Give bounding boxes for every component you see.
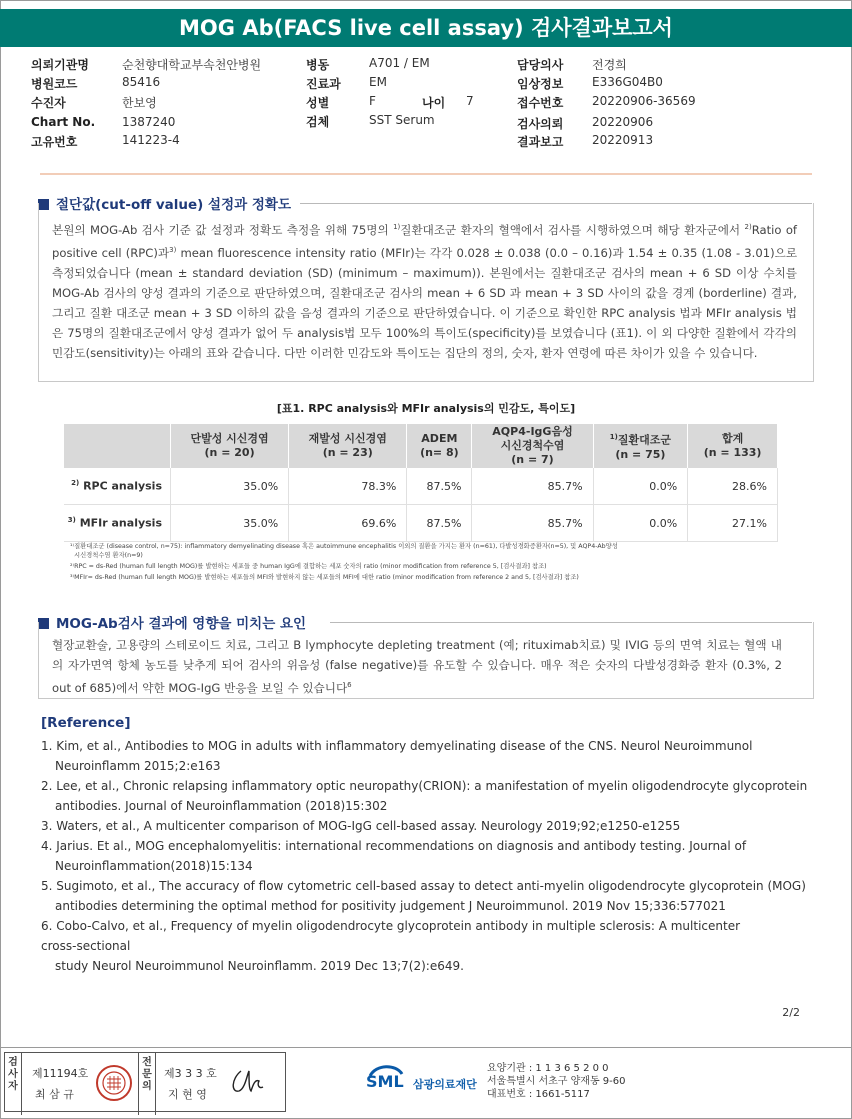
info-label: 진료과: [306, 77, 341, 91]
age-label: 나이: [422, 96, 446, 110]
table-row: [64, 505, 778, 542]
table-footnote: ³⁾MFIr= ds-Red (human full length MOG)를 발현하는 세포들의 MFI와 발현하지 않는 세포들의 MFI에 대한 ratio (minor modification from reference 2 and 5, [검사결과] 참조): [70, 574, 579, 581]
table-cell: 27.1%: [688, 505, 778, 542]
info-value: 20220906: [592, 115, 654, 129]
info-value: 전경희: [592, 58, 627, 72]
signature-box: [4, 1052, 286, 1112]
address-line: 대표번호 : 1661-5117: [487, 1089, 590, 1100]
reference-item: 2. Lee, et al., Chronic relapsing inflammatory optic neuropathy(CRION): a manifestation of myelin oligodendrocyte glycoprotein antibodies. Journal of Neuroinflammation (2018)15:302: [41, 779, 808, 813]
table-cell: 35.0%: [171, 468, 289, 505]
reference-item: 5. Sugimoto, et al., The accuracy of flow cytometric cell-based assay to detect anti-myelin oligodendrocyte glycoprotein (MOG) antibodies determining the optimal method for positivity judgement J Neuroimmunol. 2019 Nov 15;336:577021: [41, 879, 806, 913]
table-cell: 78.3%: [289, 468, 407, 505]
info-value: F: [369, 94, 376, 108]
age-value: 7: [466, 94, 474, 108]
table-cell: 87.5%: [407, 505, 472, 542]
info-label: 수진자: [31, 96, 66, 110]
info-label: Chart No.: [31, 115, 96, 129]
row-header: $^{3)}$ MFIr analysis: [64, 505, 171, 542]
signer-role: 전문의: [138, 1053, 156, 1115]
table-footnote: ¹⁾질환대조군 (disease control, n=75): inflammatory demyelinating disease 혹은 autoimmune encephalitis 이외의 질환을 가지는 환자 (n=61), 다발성경화증환자(n=5), 및 AQP4-Ab양성: [70, 543, 618, 550]
col-header: 재발성 시신경염 (n = 23): [289, 424, 407, 468]
info-label: 검사의뢰: [517, 117, 564, 131]
section-title-text: MOG-Ab검사 결과에 영향을 미치는 요인: [56, 616, 307, 632]
info-value: 한보영: [122, 96, 157, 110]
references-title: [Reference]: [41, 715, 131, 731]
info-value: 20220913: [592, 133, 654, 147]
row-header: $^{2)}$ RPC analysis: [64, 468, 171, 505]
table-footnote: ²⁾RPC = ds-Red (human full length MOG)를 발현하는 세포들 중 human IgG에 결합하는 세포 숫자의 ratio (minor modification from reference 5, [검사결과] 참조): [70, 563, 547, 570]
info-value: 85416: [122, 75, 161, 89]
page-number: 2/2: [782, 1006, 800, 1019]
info-value: 1387240: [122, 115, 176, 129]
table-cell: 87.5%: [407, 468, 472, 505]
table-cell: 69.6%: [289, 505, 407, 542]
seal-stamp-icon: [96, 1065, 132, 1101]
address-line: 서울특별시 서초구 양재동 9-60: [487, 1076, 626, 1087]
table-caption: [표1. RPC analysis와 MFIr analysis의 민감도, 특이도]: [276, 402, 576, 415]
info-value: 순천향대학교부속천안병원: [122, 58, 262, 72]
info-label: 검체: [306, 115, 330, 129]
table-cell: 0.0%: [593, 505, 688, 542]
info-label: 병동: [306, 58, 330, 72]
info-value: E336G04B0: [592, 75, 663, 89]
table-cell: 28.6%: [688, 468, 778, 505]
section-title-text: 절단값(cut-off value) 설정과 정확도: [56, 197, 291, 213]
table-header-row: [64, 424, 778, 468]
info-label: 담당의사: [517, 58, 564, 72]
signer-name: 최 삼 규: [35, 1088, 74, 1101]
info-label: 임상정보: [517, 77, 564, 91]
footer: [4, 1052, 848, 1112]
info-label: 고유번호: [31, 135, 78, 149]
logo-text: SML: [366, 1072, 404, 1091]
reference-item: 1. Kim, et al., Antibodies to MOG in adults with inflammatory demyelinating disease of the CNS. Neurol Neuroimmunol Neuroinflamm 2015;2:e163: [41, 739, 753, 773]
reference-item: 3. Waters, et al., A multicenter comparison of MOG-IgG cell-based assay. Neurology 2019;92;e1250-e1255: [41, 819, 681, 833]
signer-license: 제3 3 3 호: [164, 1067, 217, 1080]
signer-name: 지 현 영: [168, 1088, 207, 1101]
info-label: 의뢰기관명: [31, 58, 89, 72]
signer-role: 검사자: [5, 1053, 22, 1115]
table-corner: [64, 424, 171, 468]
lab-address: [487, 1062, 626, 1101]
table-cell: 35.0%: [171, 505, 289, 542]
divider: [40, 173, 812, 175]
cutoff-paragraph: 본원의 MOG-Ab 검사 기준 값 설정과 정확도 측정을 위해 75명의 $^{1)}$질환대조군 환자의 혈액에서 검사를 시행하였으며 해당 환자군에서 $^{2)}$Ratio of positive cell (RPC)과$^{3)}$ mean fluorescence intensity ratio (MFIr)는 각각 0.028 ± 0.038 (0.0 – 0.16)과 1.54 ± 0.35 (1.08 - 3.01)으로 측정되었습니다 (mean ± standard deviation (SD) (minimum – maximum)). 본원에서는 질환대조군 검사의 mean + 6 SD 이상 수치를 MOG-Ab 검사의 양성 결과의 기준으로 판단하였으며, 질환대조군 검사의 mean + 6 SD 과 mean + 3 SD 사이의 값을 경계 (borderline) 결과, 그리고 질환 대조군 mean + 3 SD 이하의 값을 음성 결과의 기준으로 판단하였습니다. 이 기준으로 확인한 RPC analysis 법과 MFIr analysis 법은 75명의 질환대조군에서 양성 결과가 없어 두 analysis법 모두 100%의 특이도(specificity)를 보였습니다 (표1). 이 외 다양한 질환에서 각각의 민감도(sensitivity)는 아래의 표와 같습니다. 다만 이러한 민감도와 특이도는 집단의 정의, 숫자, 환자 연령에 따른 차이가 있을 수 있습니다.: [52, 222, 798, 360]
info-label: 병원코드: [31, 77, 78, 91]
info-value: 141223-4: [122, 133, 180, 147]
sml-logo: [366, 1062, 486, 1098]
reference-item: 4. Jarius. Et al., MOG encephalomyelitis: international recommendations on diagnosis and antibody testing. Journal of Neuroinflammation(2018)15:134: [41, 839, 747, 873]
org-name: 삼광의료재단: [413, 1078, 477, 1091]
address-line: 요양기관 : 1 1 3 6 5 2 0 0: [487, 1063, 609, 1074]
reference-item: 6. Cobo-Calvo, et al., Frequency of myelin oligodendrocyte glycoprotein antibody in multiple sclerosis: A multicenter cross-sectional study Neurol Neuroimmunol Neuroinflamm. 2019 Dec 13;7(2):e649.: [41, 919, 741, 973]
col-header: 합계 (n = 133): [688, 424, 778, 468]
table-row: [64, 468, 778, 505]
report-title: MOG Ab(FACS live cell assay) 검사결과보고서: [0, 9, 852, 47]
factors-paragraph: 혈장교환술, 고용량의 스테로이드 치료, 그리고 B lymphocyte depleting treatment (예; rituximab치료) 및 IVIG 등의 면역 치료는 혈액 내의 자가면역 항체 농도를 낮추게 되어 검사의 위음성 (false negative)를 유도할 수 있습니다. 매우 적은 숫자의 다발성경화증 환자 (0.3%, 2 out of 685)에서 약한 MOG-IgG 반응을 보일 수 있습니다$^6$: [52, 638, 782, 695]
signer-license: 제11194호: [32, 1067, 89, 1080]
info-value: SST Serum: [369, 113, 435, 127]
info-value: 20220906-36569: [592, 94, 696, 108]
table-footnote: 시신경척수염 환자(n=9): [74, 552, 143, 559]
info-value: EM: [369, 75, 387, 89]
footer-divider: [0, 1047, 852, 1048]
info-label: 접수번호: [517, 96, 564, 110]
col-header: 단발성 시신경염 (n = 20): [171, 424, 289, 468]
table-cell: 0.0%: [593, 468, 688, 505]
col-header: $^{1)}$질환대조군 (n = 75): [593, 424, 688, 468]
table-cell: 85.7%: [472, 468, 593, 505]
table-cell: 85.7%: [472, 505, 593, 542]
handwritten-signature-icon: [227, 1065, 267, 1099]
info-label: 결과보고: [517, 135, 564, 149]
sensitivity-table: [64, 424, 778, 542]
col-header: AQP4-IgG음성 시신경척수염 (n = 7): [472, 424, 593, 468]
info-label: 성별: [306, 96, 330, 110]
info-value: A701 / EM: [369, 56, 430, 70]
col-header: ADEM (n= 8): [407, 424, 472, 468]
